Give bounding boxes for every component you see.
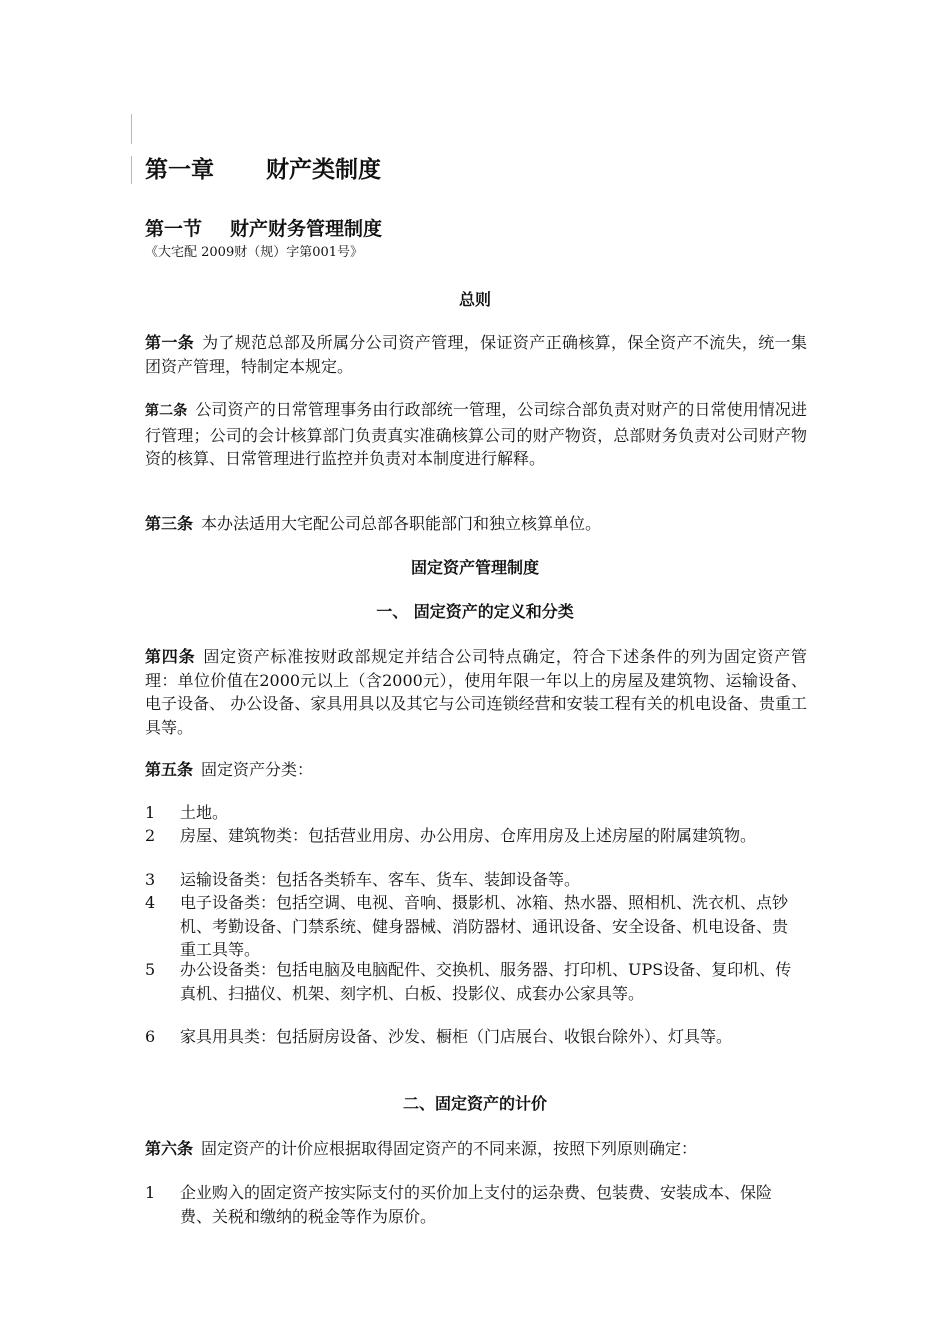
article-4-text: 固定资产标准按财政部规定并结合公司特点确定，符合下述条件的列为固定资产管理：单位价值在2000元以上（含2000元），使用年限一年以上的房屋及建筑物、运输设备、电子设备、 办公设备、家具用具以及其它与公司连锁经营和安装工程有关的机电设备、贵重工具等。	[145, 647, 807, 737]
article-5-text: 固定资产分类：	[201, 760, 314, 779]
article-1-label: 第一条	[145, 333, 195, 352]
list-item-text: 土地。	[180, 803, 229, 822]
article-3	[145, 512, 807, 536]
margin-marker-top	[131, 114, 132, 144]
list-item-text: 运输设备类：包括各类轿车、客车、货车、装卸设备等。	[180, 870, 581, 889]
margin-marker-chapter	[131, 156, 132, 184]
list-item-number: 2	[145, 826, 156, 845]
list-item	[145, 1181, 807, 1228]
section-title: 财产财务管理制度	[230, 218, 383, 240]
chapter-number: 第一章	[145, 157, 214, 183]
list-item-text: 办公设备类：包括电脑及电脑配件、交换机、服务器、打印机、UPS设备、复印机、传真机、扫描仪、机架、刻字机、白板、投影仪、成套办公家具等。	[180, 960, 792, 1003]
list-item	[145, 958, 807, 1005]
list-item	[145, 1025, 807, 1049]
chapter-heading	[145, 152, 381, 188]
heading-part-1: 一、 固定资产的定义和分类	[376, 602, 574, 621]
article-1-text: 为了规范总部及所属分公司资产管理，保证资产正确核算，保全资产不流失，统一集团资产管理，特制定本规定。	[145, 333, 807, 376]
section-heading	[145, 215, 382, 243]
list-item	[145, 801, 807, 825]
article-1	[145, 331, 807, 378]
article-6	[145, 1137, 807, 1161]
section-number: 第一节	[145, 218, 203, 240]
list-item-number: 6	[145, 1027, 156, 1046]
article-4-label: 第四条	[145, 647, 196, 666]
list-item-number: 1	[145, 803, 156, 822]
list-item	[145, 824, 807, 848]
chapter-title: 财产类制度	[266, 157, 381, 183]
list-item-number: 1	[145, 1183, 156, 1202]
list-item-number: 4	[145, 893, 156, 912]
list-item-text: 家具用具类：包括厨房设备、沙发、橱柜（门店展台、收银台除外）、灯具等。	[180, 1027, 733, 1046]
article-5	[145, 758, 807, 782]
document-number: 《大宅配 2009财（规）字第001号》	[145, 245, 364, 260]
article-3-text: 本办法适用大宅配公司总部各职能部门和独立核算单位。	[201, 514, 602, 533]
article-5-label: 第五条	[145, 760, 194, 779]
list-item-text: 房屋、建筑物类：包括营业用房、办公用房、仓库用房及上述房屋的附属建筑物。	[180, 826, 757, 845]
list-item-text: 企业购入的固定资产按实际支付的买价加上支付的运杂费、包装费、安装成本、保险费、关税和缴纳的税金等作为原价。	[180, 1183, 773, 1226]
article-2-label: 第二条	[145, 403, 188, 419]
list-item-text: 电子设备类：包括空调、电视、音响、摄影机、冰箱、热水器、照相机、洗衣机、点钞机、考勤设备、门禁系统、健身器械、消防器材、通讯设备、安全设备、机电设备、贵重工具等。	[180, 893, 789, 959]
heading-fixed-assets: 固定资产管理制度	[410, 558, 539, 577]
list-item	[145, 891, 807, 962]
heading-part-2: 二、固定资产的计价	[402, 1094, 547, 1113]
article-6-label: 第六条	[145, 1139, 194, 1158]
article-2-text: 公司资产的日常管理事务由行政部统一管理，公司综合部负责对财产的日常使用情况进行管理；公司的会计核算部门负责真实准确核算公司的财产物资，总部财务负责对公司财产物资的核算、日常管理进行监控并负责对本制度进行解释。	[145, 400, 807, 468]
list-item	[145, 868, 807, 892]
article-6-text: 固定资产的计价应根据取得固定资产的不同来源，按照下列原则确定：	[201, 1139, 698, 1158]
article-3-label: 第三条	[145, 514, 194, 533]
article-4	[145, 645, 807, 739]
list-item-number: 5	[145, 960, 156, 979]
list-item-number: 3	[145, 870, 156, 889]
article-2	[145, 398, 807, 471]
heading-general: 总则	[458, 290, 491, 309]
